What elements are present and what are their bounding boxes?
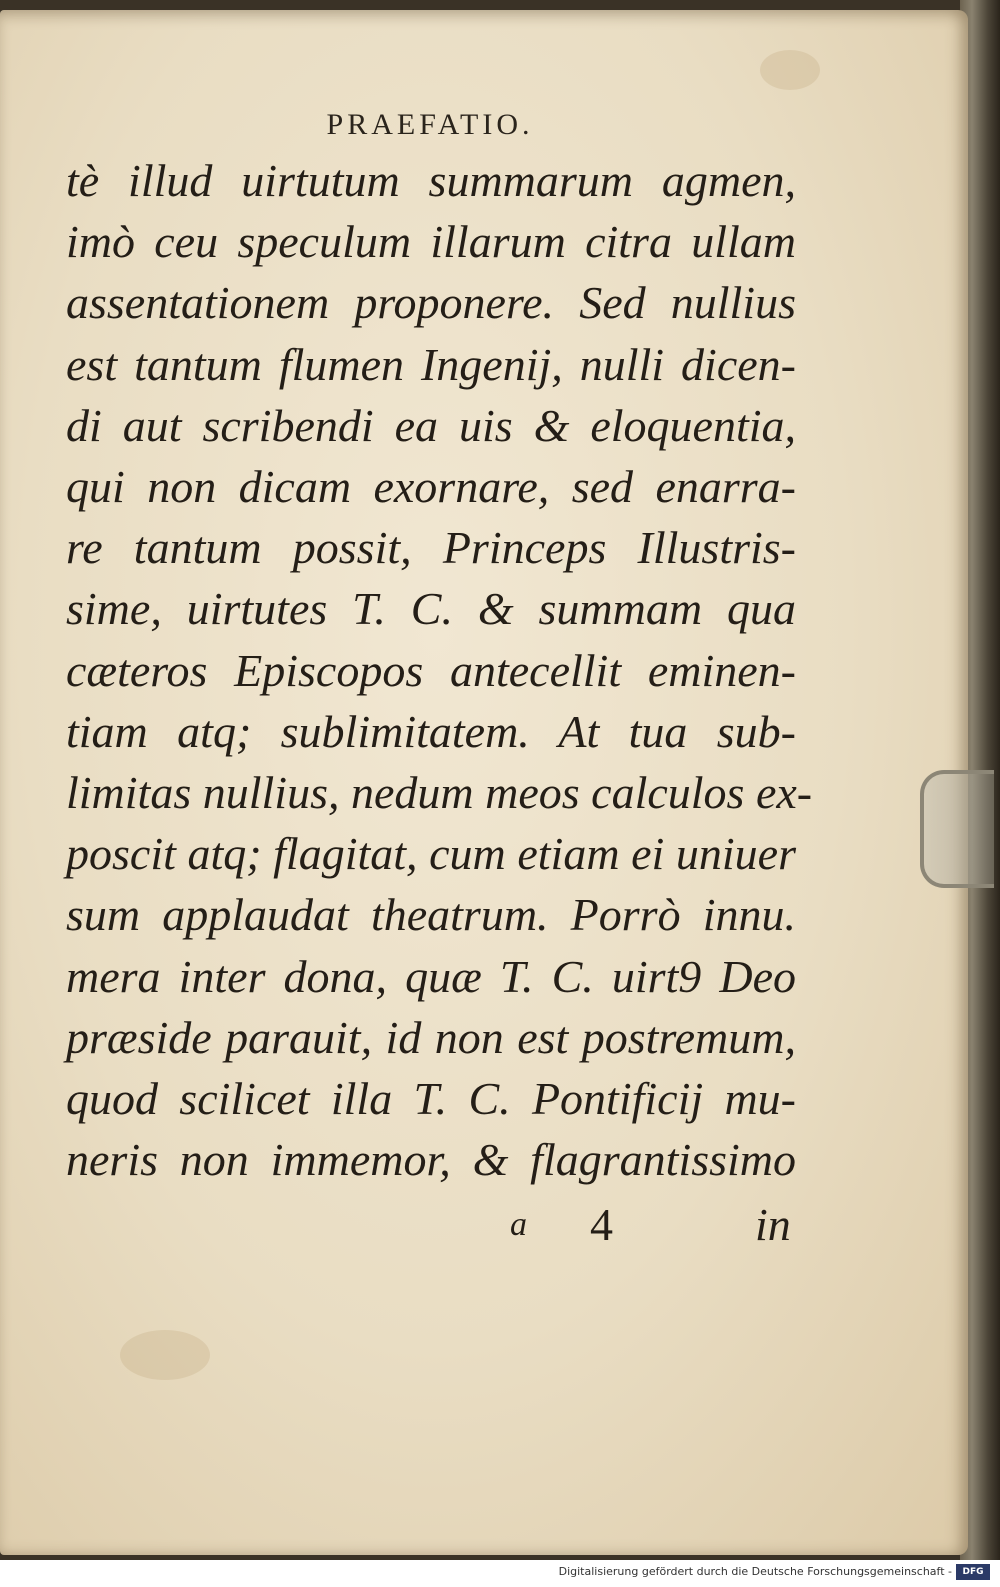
show-through-text: [60, 1210, 760, 1300]
catchword: in: [755, 1199, 791, 1250]
text-line: tiam atq; sublimitatem. At tua sub-: [66, 705, 796, 757]
stain: [120, 1330, 210, 1380]
text-line: re tantum possit, Princeps Illustris-: [66, 522, 796, 574]
text-line: quod scilicet illa T. C. Pontificij mu-: [66, 1073, 796, 1125]
text-line: sime, uirtutes T. C. & summam qua: [66, 583, 796, 635]
signature-mark: a: [510, 1206, 527, 1243]
page-header: PRAEFATIO.: [326, 108, 534, 141]
dfg-logo: DFG: [956, 1564, 990, 1580]
text-line: poscit atq; flagitat, cum etiam ei uniuer: [66, 828, 796, 880]
text-line: limitas nullius, nedum meos calculos ex-: [66, 767, 813, 819]
text-line: imò ceu speculum illarum citra ullam: [66, 216, 796, 268]
text-line: est tantum flumen Ingenij, nulli dicen-: [66, 338, 796, 390]
stain: [760, 50, 820, 90]
text-line: neris non immemor, & flagrantissimo: [66, 1134, 796, 1186]
text-line: præside parauit, id non est postremum,: [66, 1011, 796, 1063]
text-line: tè illud uirtutum summarum agmen,: [66, 155, 796, 206]
body-text: [66, 150, 813, 1190]
text-line: assentationem proponere. Sed nullius: [66, 277, 796, 329]
text-line: cæteros Episcopos antecellit eminen-: [66, 644, 796, 696]
text-line: sum applaudat theatrum. Porrò innu.: [66, 889, 796, 941]
signature-number: 4: [590, 1199, 613, 1250]
footer-bar: [0, 1560, 1000, 1587]
text-line: mera inter dona, quæ T. C. uirt9 Deo: [66, 950, 796, 1002]
text-line: qui non dicam exornare, sed enarra-: [66, 461, 796, 513]
page-clip: [920, 770, 994, 888]
funding-credit: Digitalisierung gefördert durch die Deutsche Forschungsgemeinschaft -: [558, 1565, 952, 1578]
text-line: di aut scribendi ea uis & eloquentia,: [66, 399, 796, 451]
